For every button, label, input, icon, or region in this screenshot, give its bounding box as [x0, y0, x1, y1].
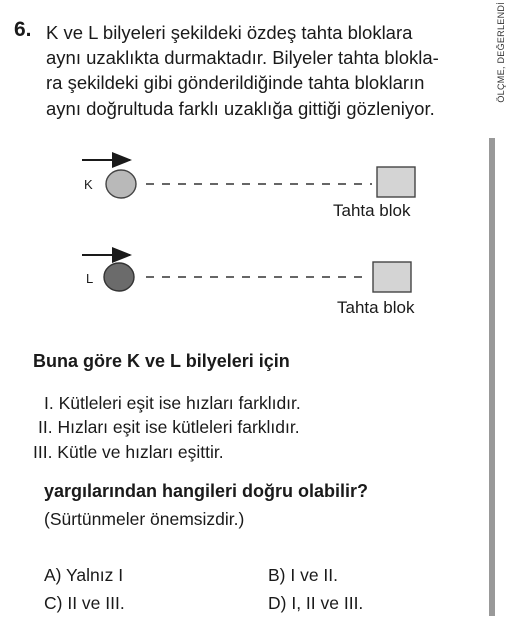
statement-1: I. Kütleleri eşit ise hızları farklıdır. — [44, 393, 301, 413]
option-c[interactable]: C) II ve III. — [44, 593, 125, 613]
question-text-line-4: aynı doğrultuda farklı uzaklığa gittiği gözleniyor. — [46, 98, 435, 119]
statement-2: II. Hızları eşit ise kütleleri farklıdır. — [38, 417, 300, 437]
block-label-2: Tahta blok — [337, 298, 415, 317]
ball-k — [106, 170, 136, 198]
question-ask: yargılarından hangileri doğru olabilir? — [44, 481, 369, 501]
option-d[interactable]: D) I, II ve III. — [268, 593, 364, 613]
ball-k-label: K — [84, 177, 93, 192]
ball-l — [104, 263, 134, 291]
option-b[interactable]: B) I ve II. — [268, 565, 339, 585]
question-note: (Sürtünmeler önemsizdir.) — [44, 509, 245, 529]
question-text-line-3: ra şekildeki gibi gönderildiğinde tahta blokların — [46, 72, 425, 93]
wooden-block-2 — [373, 262, 411, 292]
side-label: ÖLÇME, DEĞERLENDİ — [496, 2, 506, 103]
option-a[interactable]: A) Yalnız I — [44, 565, 124, 585]
wooden-block-1 — [377, 167, 415, 197]
question-stem: Buna göre K ve L bilyeleri için — [33, 351, 290, 371]
block-label-1: Tahta blok — [333, 201, 411, 220]
question-text-line-2: aynı uzaklıkta durmaktadır. Bilyeler tahta blokla- — [46, 47, 439, 68]
statement-3: III. Kütle ve hızları eşittir. — [33, 442, 224, 462]
question-number: 6. — [14, 18, 32, 41]
ball-l-label: L — [86, 271, 94, 286]
question-text-line-1: K ve L bilyeleri şekildeki özdeş tahta bloklara — [46, 22, 413, 43]
